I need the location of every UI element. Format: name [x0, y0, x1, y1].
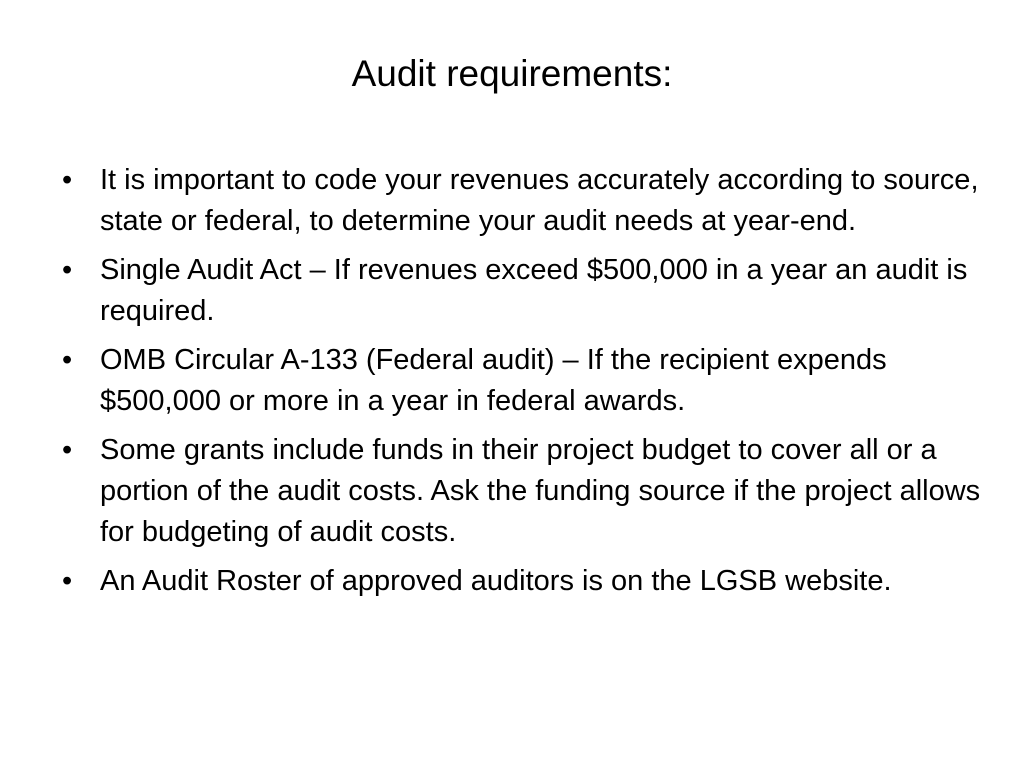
bullet-icon: • [62, 344, 73, 376]
slide-title: Audit requirements: [351, 53, 673, 94]
bullet-text: OMB Circular A-133 (Federal audit) – If the recipient expends $500,000 or more in a year in federal awards. [100, 344, 887, 417]
bullet-item [62, 340, 982, 422]
bullet-text: Some grants include funds in their project budget to cover all or a portion of the audit costs. Ask the funding source if the project allows for budgeting of audit costs. [100, 434, 981, 548]
bullet-item [62, 250, 982, 332]
bullet-list [62, 160, 982, 610]
bullet-icon: • [62, 565, 73, 597]
bullet-icon: • [62, 434, 73, 466]
bullet-icon: • [62, 254, 73, 286]
bullet-text: It is important to code your revenues accurately according to source, state or federal, to determine your audit needs at year-end. [100, 164, 979, 237]
bullet-text: Single Audit Act – If revenues exceed $500,000 in a year an audit is required. [100, 254, 968, 327]
bullet-icon: • [62, 164, 73, 196]
bullet-item [62, 430, 982, 553]
bullet-item [62, 561, 982, 602]
bullet-item [62, 160, 982, 242]
bullet-text: An Audit Roster of approved auditors is on the LGSB website. [100, 565, 892, 597]
